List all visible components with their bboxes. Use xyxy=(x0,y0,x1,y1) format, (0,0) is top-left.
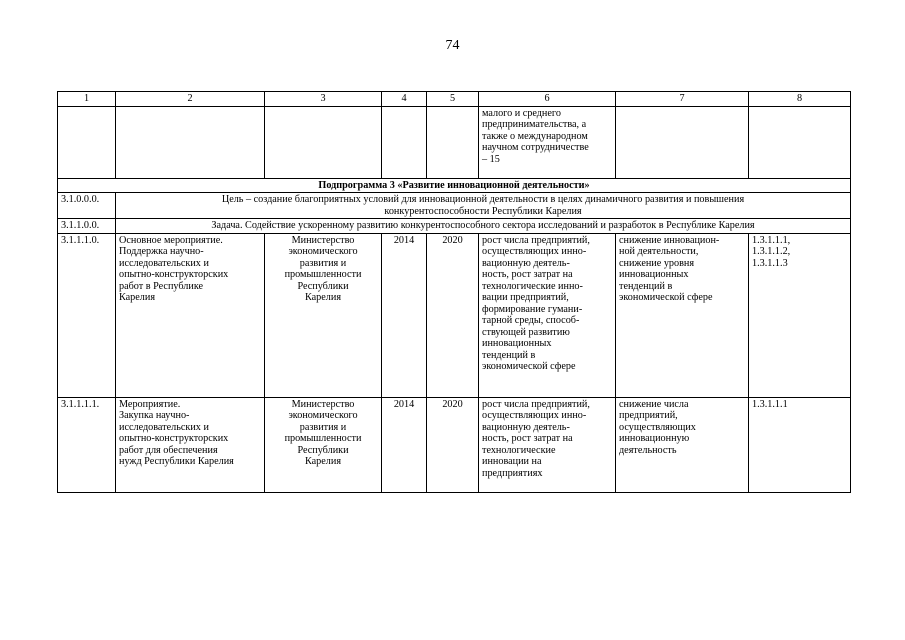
header-cell: 4 xyxy=(382,92,427,107)
task-text: Задача. Содействие ускоренному развитию конкурентоспособного сектора исследований и разработок в Республике Карелия xyxy=(116,219,851,234)
row-result: рост числа предприятий, осуществляющих инно- вационную деятель- ность, рост затрат на технологические инновации на предприятиях xyxy=(479,397,616,492)
header-cell: 8 xyxy=(749,92,851,107)
row-end-year: 2020 xyxy=(427,233,479,397)
subprogram-row xyxy=(58,178,851,193)
page-number: 74 xyxy=(445,38,460,53)
header-cell: 7 xyxy=(616,92,749,107)
row-name: Мероприятие. Закупка научно- исследовательских и опытно-конструкторских работ для обеспечения нужд Республики Карелия xyxy=(116,397,265,492)
row-name: Основное мероприятие. Поддержка научно- исследовательских и опытно-конструкторских работ в Республике Карелия xyxy=(116,233,265,397)
header-cell: 1 xyxy=(58,92,116,107)
row-start-year: 2014 xyxy=(382,233,427,397)
row-code: 3.1.1.1.0. xyxy=(58,233,116,397)
row-start-year: 2014 xyxy=(382,397,427,492)
row-consequences: снижение инновацион- ной деятельности, снижение уровня инновационных тенденций в экономической сфере xyxy=(616,233,749,397)
row-indicators: 1.3.1.1.1, 1.3.1.1.2, 1.3.1.1.3 xyxy=(749,233,851,397)
row-code: 3.1.1.1.1. xyxy=(58,397,116,492)
continuation-result-cell: малого и среднего предпринимательства, а также о международном научном сотрудничестве – 15 xyxy=(479,106,616,178)
header-cell: 2 xyxy=(116,92,265,107)
program-table xyxy=(57,91,851,493)
row-executor: Министерство экономического развития и промышленности Республики Карелия xyxy=(265,233,382,397)
table-row xyxy=(58,397,851,492)
continuation-row xyxy=(58,106,851,178)
table-row xyxy=(58,233,851,397)
header-row xyxy=(58,92,851,107)
row-result: рост числа предприятий, осуществляющих инно- вационную деятель- ность, рост затрат на технологические инно- вации предприятий, формирование гумани- тарной среды, способ- ствующей развитию инновационных тенденций в экономической сфере xyxy=(479,233,616,397)
goal-code: 3.1.0.0.0. xyxy=(58,193,116,219)
header-cell: 5 xyxy=(427,92,479,107)
subprogram-title: Подпрограмма 3 «Развитие инновационной деятельности» xyxy=(58,178,851,193)
task-code: 3.1.1.0.0. xyxy=(58,219,116,234)
row-executor: Министерство экономического развития и промышленности Республики Карелия xyxy=(265,397,382,492)
row-indicators: 1.3.1.1.1 xyxy=(749,397,851,492)
header-cell: 6 xyxy=(479,92,616,107)
header-cell: 3 xyxy=(265,92,382,107)
row-consequences: снижение числа предприятий, осуществляющих инновационную деятельность xyxy=(616,397,749,492)
goal-text: Цель – создание благоприятных условий для инновационной деятельности в целях динамичного развития и повышения конкурентоспособности Республики Карелия xyxy=(116,193,851,219)
task-row xyxy=(58,219,851,234)
row-end-year: 2020 xyxy=(427,397,479,492)
goal-row xyxy=(58,193,851,219)
